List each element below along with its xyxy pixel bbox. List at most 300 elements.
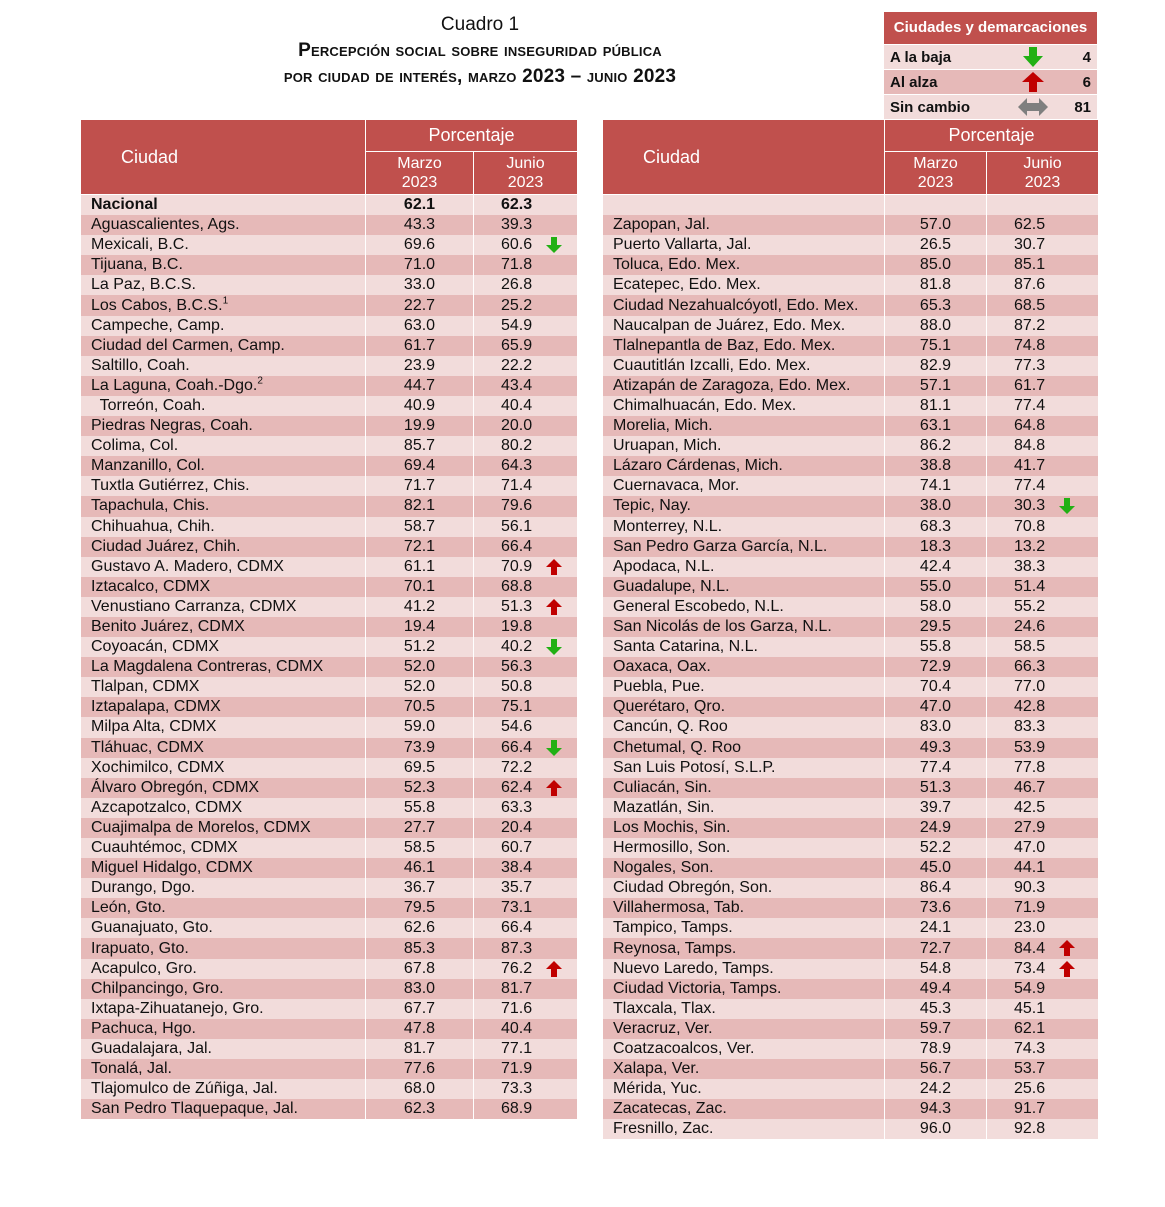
marzo-value: 44.7 <box>366 376 474 396</box>
junio-value: 66.4 <box>474 918 578 938</box>
junio-value: 46.7 <box>987 778 1099 798</box>
junio-value: 61.7 <box>987 376 1099 396</box>
marzo-value: 67.7 <box>366 999 474 1019</box>
table-row <box>603 537 1099 557</box>
city-cell: Chimalhuacán, Edo. Mex. <box>603 396 885 416</box>
junio-value: 44.1 <box>987 858 1099 878</box>
marzo-value: 81.8 <box>885 275 987 295</box>
table-row <box>81 557 578 577</box>
city-cell: Ecatepec, Edo. Mex. <box>603 275 885 295</box>
junio-value: 64.8 <box>987 416 1099 436</box>
marzo-value: 57.0 <box>885 215 987 235</box>
junio-value: 60.7 <box>474 838 578 858</box>
junio-value: 77.0 <box>987 677 1099 697</box>
city-cell: Oaxaca, Oax. <box>603 657 885 677</box>
table-row <box>603 295 1099 315</box>
marzo-value: 58.0 <box>885 597 987 617</box>
arrow-down-icon <box>1009 47 1057 67</box>
arrow-down-icon <box>546 639 562 655</box>
junio-value: 51.4 <box>987 577 1099 597</box>
arrow-both-icon <box>1009 98 1057 116</box>
table-row <box>603 657 1099 677</box>
marzo-value: 70.5 <box>366 697 474 717</box>
marzo-value: 69.6 <box>366 235 474 255</box>
marzo-value: 36.7 <box>366 878 474 898</box>
marzo-value: 62.3 <box>366 1099 474 1119</box>
city-cell: Ciudad Nezahualcóyotl, Edo. Mex. <box>603 295 885 315</box>
table-row <box>81 657 578 677</box>
table-row <box>81 738 578 758</box>
marzo-value: 45.3 <box>885 999 987 1019</box>
junio-value: 92.8 <box>987 1119 1099 1139</box>
city-cell: Tlalpan, CDMX <box>81 677 366 697</box>
marzo-value: 69.5 <box>366 758 474 778</box>
junio-value: 70.8 <box>987 517 1099 537</box>
marzo-value: 39.7 <box>885 798 987 818</box>
marzo-value: 24.9 <box>885 818 987 838</box>
marzo-value: 55.0 <box>885 577 987 597</box>
city-cell: Tlaxcala, Tlax. <box>603 999 885 1019</box>
city-cell: San Pedro Garza García, N.L. <box>603 537 885 557</box>
marzo-value: 73.6 <box>885 898 987 918</box>
city-cell: Tijuana, B.C. <box>81 255 366 275</box>
city-cell: San Nicolás de los Garza, N.L. <box>603 617 885 637</box>
city-cell: Villahermosa, Tab. <box>603 898 885 918</box>
junio-value: 47.0 <box>987 838 1099 858</box>
junio-value: 65.9 <box>474 336 578 356</box>
table-row <box>81 818 578 838</box>
city-cell: San Pedro Tlaquepaque, Jal. <box>81 1099 366 1119</box>
junio-value: 30.3 <box>987 496 1099 516</box>
city-cell: Veracruz, Ver. <box>603 1019 885 1039</box>
city-cell: Cuautitlán Izcalli, Edo. Mex. <box>603 356 885 376</box>
marzo-value: 78.9 <box>885 1039 987 1059</box>
city-cell: Guadalupe, N.L. <box>603 577 885 597</box>
marzo-value: 86.2 <box>885 436 987 456</box>
table-row <box>603 959 1099 979</box>
arrow-up-icon <box>1009 72 1057 92</box>
junio-value: 54.9 <box>474 316 578 336</box>
table-row <box>81 336 578 356</box>
junio-value: 54.6 <box>474 717 578 737</box>
marzo-value: 96.0 <box>885 1119 987 1139</box>
junio-value: 87.2 <box>987 316 1099 336</box>
marzo-value: 62.6 <box>366 918 474 938</box>
city-cell: Iztapalapa, CDMX <box>81 697 366 717</box>
table-row <box>81 396 578 416</box>
junio-value: 71.8 <box>474 255 578 275</box>
table-row <box>81 275 578 295</box>
junio-value: 19.8 <box>474 617 578 637</box>
table-row <box>603 1039 1099 1059</box>
marzo-value: 49.4 <box>885 979 987 999</box>
city-cell: Puerto Vallarta, Jal. <box>603 235 885 255</box>
junio-value: 40.2 <box>474 637 578 657</box>
city-cell: Colima, Col. <box>81 436 366 456</box>
marzo-value: 58.5 <box>366 838 474 858</box>
junio-value: 77.4 <box>987 396 1099 416</box>
marzo-value: 67.8 <box>366 959 474 979</box>
city-cell: La Paz, B.C.S. <box>81 275 366 295</box>
city-cell: Venustiano Carranza, CDMX <box>81 597 366 617</box>
table-row <box>81 356 578 376</box>
junio-value: 35.7 <box>474 878 578 898</box>
junio-value: 41.7 <box>987 456 1099 476</box>
city-cell: Zacatecas, Zac. <box>603 1099 885 1119</box>
city-cell: Mexicali, B.C. <box>81 235 366 255</box>
city-cell: Apodaca, N.L. <box>603 557 885 577</box>
table-row <box>603 517 1099 537</box>
table-row <box>81 597 578 617</box>
marzo-value: 55.8 <box>366 798 474 818</box>
marzo-value: 56.7 <box>885 1059 987 1079</box>
arrow-up-icon <box>1059 961 1075 977</box>
footnote-marker: 2 <box>257 375 263 387</box>
marzo-value: 52.0 <box>366 677 474 697</box>
junio-value: 42.5 <box>987 798 1099 818</box>
table-row <box>81 1099 578 1119</box>
junio-value: 77.3 <box>987 356 1099 376</box>
marzo-value: 52.2 <box>885 838 987 858</box>
junio-value: 83.3 <box>987 717 1099 737</box>
junio-value: 85.1 <box>987 255 1099 275</box>
marzo-value: 81.7 <box>366 1039 474 1059</box>
marzo-value: 72.1 <box>366 537 474 557</box>
table-row <box>603 215 1099 235</box>
junio-value: 72.2 <box>474 758 578 778</box>
city-cell: Milpa Alta, CDMX <box>81 717 366 737</box>
junio-value: 24.6 <box>987 617 1099 637</box>
table-row <box>603 356 1099 376</box>
marzo-value: 55.8 <box>885 637 987 657</box>
marzo-value: 58.7 <box>366 517 474 537</box>
marzo-value: 74.1 <box>885 476 987 496</box>
marzo-value: 72.7 <box>885 938 987 958</box>
marzo-value: 24.2 <box>885 1079 987 1099</box>
city-cell: Ciudad Juárez, Chih. <box>81 537 366 557</box>
table-row <box>81 959 578 979</box>
table-row <box>603 275 1099 295</box>
table-row <box>81 798 578 818</box>
table-row <box>603 617 1099 637</box>
table-row <box>81 979 578 999</box>
city-cell: Morelia, Mich. <box>603 416 885 436</box>
junio-value: 80.2 <box>474 436 578 456</box>
legend-label: Al alza <box>890 73 938 91</box>
marzo-value: 19.4 <box>366 617 474 637</box>
table-row <box>603 778 1099 798</box>
table-row <box>603 878 1099 898</box>
marzo-value: 85.0 <box>885 255 987 275</box>
junio-value: 22.2 <box>474 356 578 376</box>
column-header-junio: Junio 2023 <box>987 152 1099 195</box>
city-cell: Cuajimalpa de Morelos, CDMX <box>81 818 366 838</box>
right-data-table <box>602 119 1099 1139</box>
arrow-down-icon <box>546 237 562 253</box>
table-row <box>81 697 578 717</box>
junio-value: 50.8 <box>474 677 578 697</box>
junio-value: 62.1 <box>987 1019 1099 1039</box>
table-row <box>603 738 1099 758</box>
arrow-down-icon <box>546 740 562 756</box>
city-cell: Mérida, Yuc. <box>603 1079 885 1099</box>
marzo-value: 88.0 <box>885 316 987 336</box>
city-cell: Ciudad del Carmen, Camp. <box>81 336 366 356</box>
marzo-value: 82.1 <box>366 496 474 516</box>
legend-count: 81 <box>1074 98 1091 116</box>
table-row <box>603 979 1099 999</box>
marzo-value: 59.0 <box>366 717 474 737</box>
footnote-marker: 1 <box>222 295 229 307</box>
marzo-value: 85.3 <box>366 938 474 958</box>
junio-value: 68.9 <box>474 1099 578 1119</box>
marzo-value: 54.8 <box>885 959 987 979</box>
city-cell: Álvaro Obregón, CDMX <box>81 778 366 798</box>
marzo-value: 59.7 <box>885 1019 987 1039</box>
city-cell: Tepic, Nay. <box>603 496 885 516</box>
junio-value: 26.8 <box>474 275 578 295</box>
marzo-value: 86.4 <box>885 878 987 898</box>
city-cell: Nacional <box>81 195 366 216</box>
table-row <box>81 617 578 637</box>
table-row <box>81 778 578 798</box>
table-row <box>603 195 1099 216</box>
city-cell: Mazatlán, Sin. <box>603 798 885 818</box>
marzo-value: 33.0 <box>366 275 474 295</box>
legend-title: Ciudades y demarcaciones <box>884 12 1097 44</box>
city-cell: Fresnillo, Zac. <box>603 1119 885 1139</box>
table-row <box>603 938 1099 958</box>
table-row <box>603 918 1099 938</box>
marzo-value: 27.7 <box>366 818 474 838</box>
city-cell: Piedras Negras, Coah. <box>81 416 366 436</box>
junio-value: 84.8 <box>987 436 1099 456</box>
table-row <box>603 838 1099 858</box>
city-cell: Gustavo A. Madero, CDMX <box>81 557 366 577</box>
city-cell: Xalapa, Ver. <box>603 1059 885 1079</box>
table-row <box>603 336 1099 356</box>
table-row <box>603 1019 1099 1039</box>
junio-value: 74.8 <box>987 336 1099 356</box>
city-cell: Azcapotzalco, CDMX <box>81 798 366 818</box>
city-cell: Reynosa, Tamps. <box>603 938 885 958</box>
legend-row-nochange <box>884 94 1097 119</box>
city-cell: Culiacán, Sin. <box>603 778 885 798</box>
marzo-value: 79.5 <box>366 898 474 918</box>
marzo-value: 42.4 <box>885 557 987 577</box>
legend-row-down <box>884 44 1097 69</box>
junio-value: 71.9 <box>474 1059 578 1079</box>
city-cell: Ciudad Victoria, Tamps. <box>603 979 885 999</box>
marzo-value: 47.0 <box>885 697 987 717</box>
city-cell: Manzanillo, Col. <box>81 456 366 476</box>
table-row <box>81 898 578 918</box>
table-row <box>603 999 1099 1019</box>
city-cell: Toluca, Edo. Mex. <box>603 255 885 275</box>
junio-value: 62.3 <box>474 195 578 216</box>
junio-value: 84.4 <box>987 938 1099 958</box>
table-row <box>81 476 578 496</box>
table-row <box>81 215 578 235</box>
marzo-value: 85.7 <box>366 436 474 456</box>
city-cell: Campeche, Camp. <box>81 316 366 336</box>
junio-value: 40.4 <box>474 396 578 416</box>
junio-value: 76.2 <box>474 959 578 979</box>
table-row <box>81 537 578 557</box>
junio-value: 40.4 <box>474 1019 578 1039</box>
table-row <box>81 235 578 255</box>
table-row <box>603 637 1099 657</box>
city-cell: Naucalpan de Juárez, Edo. Mex. <box>603 316 885 336</box>
junio-value: 79.6 <box>474 496 578 516</box>
city-cell: Hermosillo, Son. <box>603 838 885 858</box>
arrow-up-icon <box>546 780 562 796</box>
marzo-value: 81.1 <box>885 396 987 416</box>
junio-value: 45.1 <box>987 999 1099 1019</box>
table-row <box>81 517 578 537</box>
table-row <box>603 316 1099 336</box>
table-row <box>603 898 1099 918</box>
junio-value: 81.7 <box>474 979 578 999</box>
table-row <box>603 456 1099 476</box>
city-cell: Tapachula, Chis. <box>81 496 366 516</box>
junio-value: 51.3 <box>474 597 578 617</box>
marzo-value: 70.4 <box>885 677 987 697</box>
junio-value: 74.3 <box>987 1039 1099 1059</box>
legend-count: 4 <box>1082 48 1091 66</box>
city-cell: Aguascalientes, Ags. <box>81 215 366 235</box>
junio-value: 66.3 <box>987 657 1099 677</box>
table-row <box>81 436 578 456</box>
legend-count: 6 <box>1082 73 1091 91</box>
table-row <box>603 758 1099 778</box>
marzo-value: 43.3 <box>366 215 474 235</box>
table-row <box>603 717 1099 737</box>
marzo-value: 82.9 <box>885 356 987 376</box>
city-cell: Querétaro, Qro. <box>603 697 885 717</box>
city-cell: Los Mochis, Sin. <box>603 818 885 838</box>
table-row <box>81 295 578 315</box>
table-row <box>603 818 1099 838</box>
arrow-up-icon <box>546 961 562 977</box>
marzo-value: 68.0 <box>366 1079 474 1099</box>
marzo-value: 70.1 <box>366 577 474 597</box>
left-data-table <box>80 119 578 1119</box>
junio-value: 71.9 <box>987 898 1099 918</box>
city-cell: Irapuato, Gto. <box>81 938 366 958</box>
arrow-up-icon <box>546 559 562 575</box>
marzo-value <box>885 195 987 216</box>
marzo-value: 52.0 <box>366 657 474 677</box>
marzo-value: 61.1 <box>366 557 474 577</box>
junio-value: 77.4 <box>987 476 1099 496</box>
table-row <box>81 456 578 476</box>
marzo-value: 45.0 <box>885 858 987 878</box>
city-cell: Los Cabos, B.C.S.$^1$ <box>81 295 366 315</box>
junio-value: 13.2 <box>987 537 1099 557</box>
city-cell: Torreón, Coah. <box>81 396 366 416</box>
junio-value: 38.4 <box>474 858 578 878</box>
marzo-value: 40.9 <box>366 396 474 416</box>
table-row <box>81 195 578 216</box>
junio-value: 77.1 <box>474 1039 578 1059</box>
city-cell: Chihuahua, Chih. <box>81 517 366 537</box>
junio-value: 25.6 <box>987 1079 1099 1099</box>
marzo-value: 71.0 <box>366 255 474 275</box>
city-cell: Saltillo, Coah. <box>81 356 366 376</box>
right-table-body <box>603 195 1099 1140</box>
table-row <box>603 496 1099 516</box>
table-row <box>81 496 578 516</box>
junio-value: 27.9 <box>987 818 1099 838</box>
city-cell: Nuevo Laredo, Tamps. <box>603 959 885 979</box>
city-cell: Benito Juárez, CDMX <box>81 617 366 637</box>
city-cell: Coyoacán, CDMX <box>81 637 366 657</box>
city-cell: Chilpancingo, Gro. <box>81 979 366 999</box>
table-row <box>81 1019 578 1039</box>
table-row <box>603 1059 1099 1079</box>
junio-value: 42.8 <box>987 697 1099 717</box>
junio-value: 39.3 <box>474 215 578 235</box>
column-header-porcentaje: Porcentaje <box>885 120 1099 152</box>
marzo-value: 68.3 <box>885 517 987 537</box>
city-cell: Tampico, Tamps. <box>603 918 885 938</box>
junio-value: 66.4 <box>474 738 578 758</box>
table-row <box>81 999 578 1019</box>
marzo-value: 51.2 <box>366 637 474 657</box>
city-cell: General Escobedo, N.L. <box>603 597 885 617</box>
city-cell: Miguel Hidalgo, CDMX <box>81 858 366 878</box>
table-row <box>81 637 578 657</box>
junio-value: 73.4 <box>987 959 1099 979</box>
table-row <box>81 1079 578 1099</box>
city-cell: Guadalajara, Jal. <box>81 1039 366 1059</box>
junio-value: 38.3 <box>987 557 1099 577</box>
marzo-value: 29.5 <box>885 617 987 637</box>
junio-value: 55.2 <box>987 597 1099 617</box>
marzo-value: 63.1 <box>885 416 987 436</box>
table-row <box>603 235 1099 255</box>
table-row <box>81 938 578 958</box>
city-cell: Tláhuac, CDMX <box>81 738 366 758</box>
junio-value: 56.1 <box>474 517 578 537</box>
table-title-line2: por ciudad de interés, marzo 2023 – junio 2023 <box>283 66 677 87</box>
table-row <box>603 697 1099 717</box>
table-row <box>603 858 1099 878</box>
junio-value: 54.9 <box>987 979 1099 999</box>
junio-value: 56.3 <box>474 657 578 677</box>
column-header-porcentaje: Porcentaje <box>366 120 578 152</box>
table-row <box>603 255 1099 275</box>
table-row <box>603 396 1099 416</box>
city-cell: Pachuca, Hgo. <box>81 1019 366 1039</box>
left-table-body <box>81 195 578 1120</box>
marzo-value: 18.3 <box>885 537 987 557</box>
junio-value: 71.6 <box>474 999 578 1019</box>
table-row <box>603 798 1099 818</box>
city-cell: Chetumal, Q. Roo <box>603 738 885 758</box>
table-row <box>81 376 578 396</box>
column-header-ciudad: Ciudad <box>81 120 366 195</box>
title-block <box>200 12 760 90</box>
marzo-value: 71.7 <box>366 476 474 496</box>
table-row <box>603 416 1099 436</box>
junio-value: 75.1 <box>474 697 578 717</box>
marzo-value: 65.3 <box>885 295 987 315</box>
city-cell: Coatzacoalcos, Ver. <box>603 1039 885 1059</box>
city-cell: Cuauhtémoc, CDMX <box>81 838 366 858</box>
city-cell: Tonalá, Jal. <box>81 1059 366 1079</box>
